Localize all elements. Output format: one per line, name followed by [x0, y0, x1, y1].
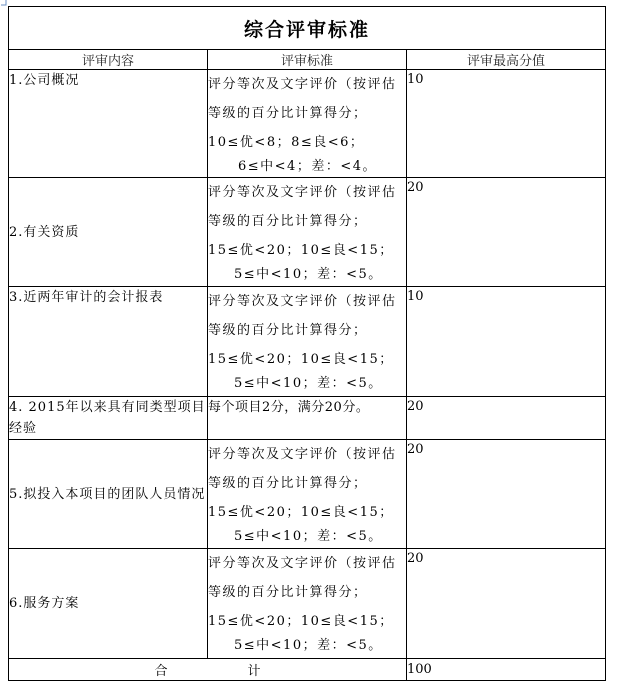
- standard-line: 等级的百分比计算得分；: [208, 323, 368, 338]
- table-row: [9, 440, 606, 549]
- row-content: 3.近两年审计的会计报表: [9, 287, 208, 397]
- total-label: [9, 659, 407, 681]
- standard-line: 评分等次及文字评价（按评估: [208, 185, 397, 200]
- row-content: 5.拟投入本项目的团队人员情况: [9, 440, 208, 549]
- table-row: [9, 287, 606, 397]
- standard-line: 5≤中<10；差：<5。: [234, 376, 383, 391]
- table-row: [9, 397, 606, 440]
- table-title: 综合评审标准: [9, 7, 606, 50]
- header-max-score: 评审最高分值: [407, 50, 606, 70]
- standard-line: 评分等次及文字评价（按评估: [208, 556, 397, 571]
- standard-line: 等级的百分比计算得分；: [208, 214, 368, 229]
- row-score: 20: [407, 397, 606, 440]
- standard-line: 15≤优<20；10≤良<15；: [208, 614, 394, 629]
- row-content: 6.服务方案: [9, 549, 208, 659]
- row-score: 20: [407, 549, 606, 659]
- standard-line: 等级的百分比计算得分；: [208, 476, 368, 491]
- row-standard: [208, 287, 407, 397]
- total-value: 100: [407, 659, 606, 681]
- standard-line: 5≤中<10；差：<5。: [234, 529, 383, 544]
- standard-line: 等级的百分比计算得分；: [208, 106, 368, 121]
- row-score: 10: [407, 70, 606, 178]
- row-content: 1.公司概况: [9, 70, 208, 178]
- standard-line: 15≤优<20；10≤良<15；: [208, 352, 394, 367]
- standard-line: 等级的百分比计算得分；: [208, 585, 368, 600]
- row-standard: [208, 178, 407, 287]
- standard-line: 评分等次及文字评价（按评估: [208, 447, 397, 462]
- table-row: [9, 178, 606, 287]
- standard-line: 评分等次及文字评价（按评估: [208, 294, 397, 309]
- total-label-right: 计: [247, 664, 261, 679]
- row-score: 20: [407, 178, 606, 287]
- row-standard: [208, 70, 407, 178]
- corner-mark-icon: [1, 0, 7, 6]
- table-row: [9, 70, 606, 178]
- header-content: 评审内容: [9, 50, 208, 70]
- header-standard: 评审标准: [208, 50, 407, 70]
- row-standard: [208, 549, 407, 659]
- evaluation-criteria-table: [8, 6, 606, 681]
- table-row: [9, 549, 606, 659]
- total-row: [9, 659, 606, 681]
- standard-line: 6≤中<4；差：<4。: [238, 159, 377, 174]
- standard-line: 评分等次及文字评价（按评估: [208, 77, 397, 92]
- row-content: 4. 2015年以来具有同类型项目经验: [9, 397, 208, 440]
- standard-line: 15≤优<20；10≤良<15；: [208, 243, 394, 258]
- standard-line: 每个项目2分，满分20分。: [208, 400, 370, 415]
- row-standard: [208, 440, 407, 549]
- header-row: [9, 50, 606, 70]
- standard-line: 10≤优<8；8≤良<6；: [208, 135, 365, 150]
- row-score: 20: [407, 440, 606, 549]
- row-content: 2.有关资质: [9, 178, 208, 287]
- row-standard: [208, 397, 407, 440]
- total-label-left: 合: [154, 664, 168, 679]
- row-score: 10: [407, 287, 606, 397]
- standard-line: 5≤中<10；差：<5。: [234, 638, 383, 653]
- standard-line: 5≤中<10；差：<5。: [234, 267, 383, 282]
- standard-line: 15≤优<20；10≤良<15；: [208, 505, 394, 520]
